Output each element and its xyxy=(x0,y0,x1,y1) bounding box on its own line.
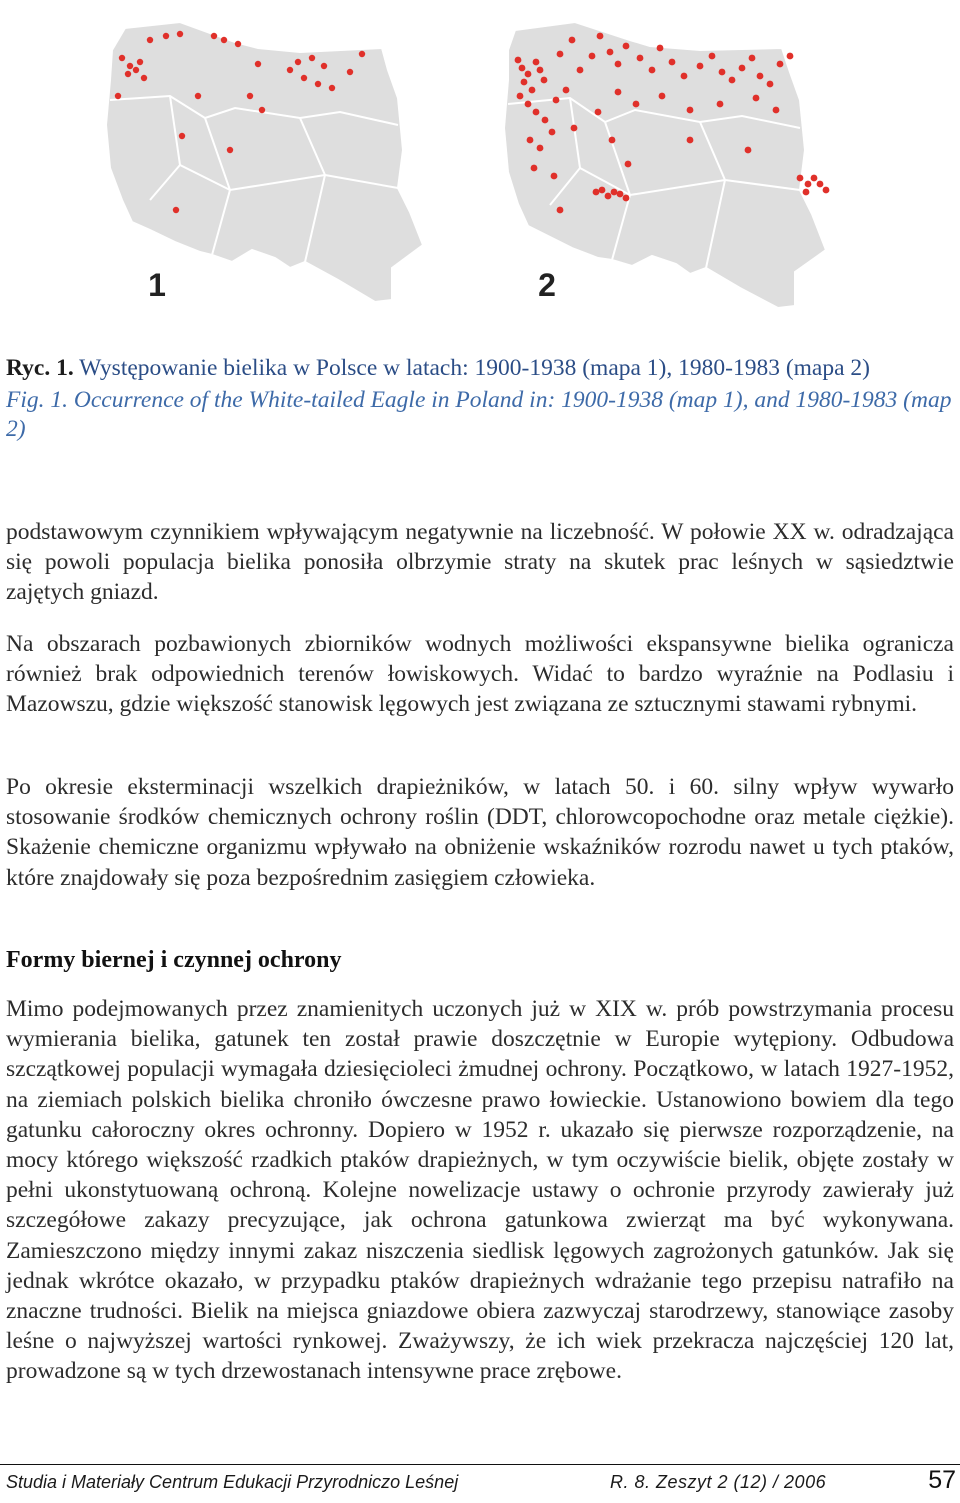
occurrence-dot xyxy=(817,181,824,188)
occurrence-dot xyxy=(515,57,522,64)
occurrence-dot xyxy=(537,145,544,152)
occurrence-dot xyxy=(347,69,353,75)
occurrence-dot xyxy=(595,109,602,116)
occurrence-dot xyxy=(569,37,576,44)
occurrence-dot xyxy=(195,93,201,99)
occurrence-dot xyxy=(615,89,622,96)
occurrence-dot xyxy=(709,53,716,60)
occurrence-dot xyxy=(823,187,830,194)
occurrence-dot xyxy=(527,137,534,144)
occurrence-dot xyxy=(147,37,153,43)
occurrence-dot xyxy=(697,63,704,70)
occurrence-dot xyxy=(141,75,147,81)
caption-en-text: Occurrence of the White-tailed Eagle in Poland in: 1900-1938 (map 1), and 1980-1983 (map 2) xyxy=(6,387,952,442)
occurrence-dot xyxy=(133,67,139,73)
footer-issue: R. 8. Zeszyt 2 (12) / 2006 xyxy=(610,1472,827,1492)
occurrence-dot xyxy=(137,59,143,65)
occurrence-dot xyxy=(519,65,526,72)
occurrence-dot xyxy=(517,93,524,100)
occurrence-dot xyxy=(359,51,365,57)
caption-polish xyxy=(6,354,954,383)
occurrence-dot xyxy=(563,87,570,94)
occurrence-dot xyxy=(115,93,121,99)
occurrence-dot xyxy=(623,195,630,202)
occurrence-dot xyxy=(551,173,558,180)
occurrence-dot xyxy=(669,59,676,66)
occurrence-dot xyxy=(637,55,644,62)
occurrence-dot xyxy=(577,67,584,74)
occurrence-dot xyxy=(811,175,818,182)
occurrence-dot xyxy=(611,189,618,196)
section-heading: Formy biernej i czynnej ochrony xyxy=(6,947,342,973)
occurrence-dot xyxy=(729,77,736,84)
occurrence-dot xyxy=(533,109,540,116)
occurrence-dot xyxy=(633,101,640,108)
map-1 xyxy=(106,22,423,303)
occurrence-dot xyxy=(177,31,183,37)
occurrence-dot xyxy=(625,161,632,168)
paragraph-2: Na obszarach pozbawionych zbiorników wodnych możliwości ekspansywne bielika ogranicza również brak odpowiednich terenów łowiskowych. Widać to bardzo wyraźnie na Podlasiu i Mazowszu, gdzie większość stanowisk lęgowych jest związana ze sztucznymi stawami rybnymi. xyxy=(6,631,954,718)
figure-maps xyxy=(0,0,960,340)
footer-journal: Studia i Materiały Centrum Edukacji Przyrodniczo Leśnej xyxy=(6,1472,459,1492)
figure-caption xyxy=(6,354,954,444)
occurrence-dot xyxy=(179,133,185,139)
occurrence-dot xyxy=(593,189,600,196)
paragraph-1: podstawowym czynnikiem wpływającym negatywnie na liczebność. W połowie XX w. odradzająca się powoli populacja bielika ponosiła olbrzymie straty na skutek prac leśnych w sąsiedztwie zajętych gniazd. xyxy=(6,519,954,606)
occurrence-dot xyxy=(127,63,133,69)
occurrence-dot xyxy=(599,187,606,194)
caption-pl-text: Występowanie bielika w Polsce w latach: 1900-1938 (mapa 1), 1980-1983 (mapa 2) xyxy=(73,355,870,381)
occurrence-dot xyxy=(315,81,321,87)
occurrence-dot xyxy=(745,147,752,154)
map-2-label: 2 xyxy=(538,267,556,303)
occurrence-dot xyxy=(805,181,812,188)
occurrence-dot xyxy=(605,193,612,200)
occurrence-dot xyxy=(797,175,804,182)
occurrence-dot xyxy=(739,65,746,72)
occurrence-dot xyxy=(597,33,604,40)
page-footer xyxy=(0,1464,960,1501)
occurrence-dot xyxy=(235,41,241,47)
occurrence-dot xyxy=(329,85,335,91)
occurrence-dot xyxy=(753,95,760,102)
occurrence-dot xyxy=(681,73,688,80)
occurrence-dot xyxy=(525,101,532,108)
occurrence-dot xyxy=(525,71,532,78)
map-1-land xyxy=(106,22,423,302)
occurrence-dot xyxy=(125,71,131,77)
caption-en-lead: Fig. 1. xyxy=(6,387,69,413)
occurrence-dot xyxy=(301,75,307,81)
occurrence-dot xyxy=(163,33,169,39)
occurrence-dot xyxy=(687,137,694,144)
caption-english xyxy=(6,386,954,444)
occurrence-dot xyxy=(221,37,227,43)
occurrence-dot xyxy=(173,207,179,213)
occurrence-dot xyxy=(787,53,794,60)
occurrence-dot xyxy=(773,107,780,114)
occurrence-dot xyxy=(777,61,784,68)
occurrence-dot xyxy=(537,67,544,74)
page-number: 57 xyxy=(928,1466,956,1494)
occurrence-dot xyxy=(309,55,315,61)
occurrence-dot xyxy=(719,69,726,76)
caption-pl-lead: Ryc. 1. xyxy=(6,355,74,381)
occurrence-dot xyxy=(657,45,664,52)
occurrence-dot xyxy=(259,107,265,113)
occurrence-dot xyxy=(659,93,666,100)
occurrence-dot xyxy=(649,67,656,74)
occurrence-dot xyxy=(287,67,293,73)
occurrence-dot xyxy=(617,191,624,198)
maps-svg xyxy=(0,0,960,340)
occurrence-dot xyxy=(549,129,556,136)
occurrence-dot xyxy=(749,55,756,62)
occurrence-dot xyxy=(557,207,564,214)
occurrence-dot xyxy=(687,107,694,114)
occurrence-dot xyxy=(529,87,536,94)
occurrence-dot xyxy=(571,125,578,132)
occurrence-dot xyxy=(553,97,560,104)
occurrence-dot xyxy=(521,79,528,86)
occurrence-dot xyxy=(717,101,724,108)
occurrence-dot xyxy=(533,59,540,66)
occurrence-dot xyxy=(607,49,614,56)
paragraph-3: Po okresie eksterminacji wszelkich drapieżników, w latach 50. i 60. silny wpływ wywarło stosowanie środków chemicznych ochrony roślin (DDT, chlorowcopochodne oraz metale ciężkie). Skażenie chemiczne organizmu wpływało na obniżenie wskaźników rozrodu nawet u tych ptaków, które znajdowały się poza bezpośrednim zasięgiem człowieka. xyxy=(6,774,954,891)
occurrence-dot xyxy=(557,51,564,58)
occurrence-dot xyxy=(767,81,774,88)
occurrence-dot xyxy=(531,165,538,172)
occurrence-dot xyxy=(589,53,596,60)
map-1-label: 1 xyxy=(148,267,166,303)
occurrence-dot xyxy=(542,117,549,124)
section-paragraph: Mimo podejmowanych przez znamienitych uczonych już w XIX w. prób powstrzymania procesu wymierania bielika, gatunek ten został prawie doszczętnie w Europie wytępiony. Odbudowa szczątkowej populacji wymagała dziesięcioleci żmudnej ochrony. Początkowo, w latach 1927-1952, na ziemiach polskich bielika chroniło ówczesne prawo łowieckie. Ustanowiono bowiem dla tego gatunku całoroczny okres ochronny. Dopiero w 1952 r. ukazało się pierwsze rozporządzenie, na mocy którego większość rzadkich ptaków drapieżnych, w tym oczywiście bielik, objęte zostały w pełni ukonstytuowaną ochroną. Kolejne nowelizacje ustawy o ochronie przyrody zawierały już szczegółowe zakazy precyzujące, jak ochrona gatunkowa zwierząt ma być wykonywana. Zamieszczono między innymi zakaz niszczenia siedlisk lęgowych zagrożonych gatunków. Jak się jednak wkrótce okazało, w przypadku ptaków drapieżnych wdrażanie tego przepisu natrafiło na znaczne trudności. Bielik na miejsca gniazdowe obiera zazwyczaj starodrzewy, stanowiące zasoby leśne o najwyższej wartości rynkowej. Zważywszy, że ich wiek przekracza najczęściej 120 lat, prowadzone są w tych drzewostanach intensywne prace zrębowe. xyxy=(6,996,954,1385)
occurrence-dot xyxy=(623,43,630,50)
occurrence-dot xyxy=(615,61,622,68)
occurrence-dot xyxy=(211,33,217,39)
occurrence-dot xyxy=(247,93,253,99)
occurrence-dot xyxy=(757,73,764,80)
occurrence-dot xyxy=(255,61,261,67)
occurrence-dot xyxy=(321,63,327,69)
occurrence-dot xyxy=(803,189,810,196)
occurrence-dot xyxy=(609,137,616,144)
occurrence-dot xyxy=(227,147,233,153)
occurrence-dot xyxy=(119,55,125,61)
occurrence-dot xyxy=(541,77,548,84)
occurrence-dot xyxy=(295,59,301,65)
